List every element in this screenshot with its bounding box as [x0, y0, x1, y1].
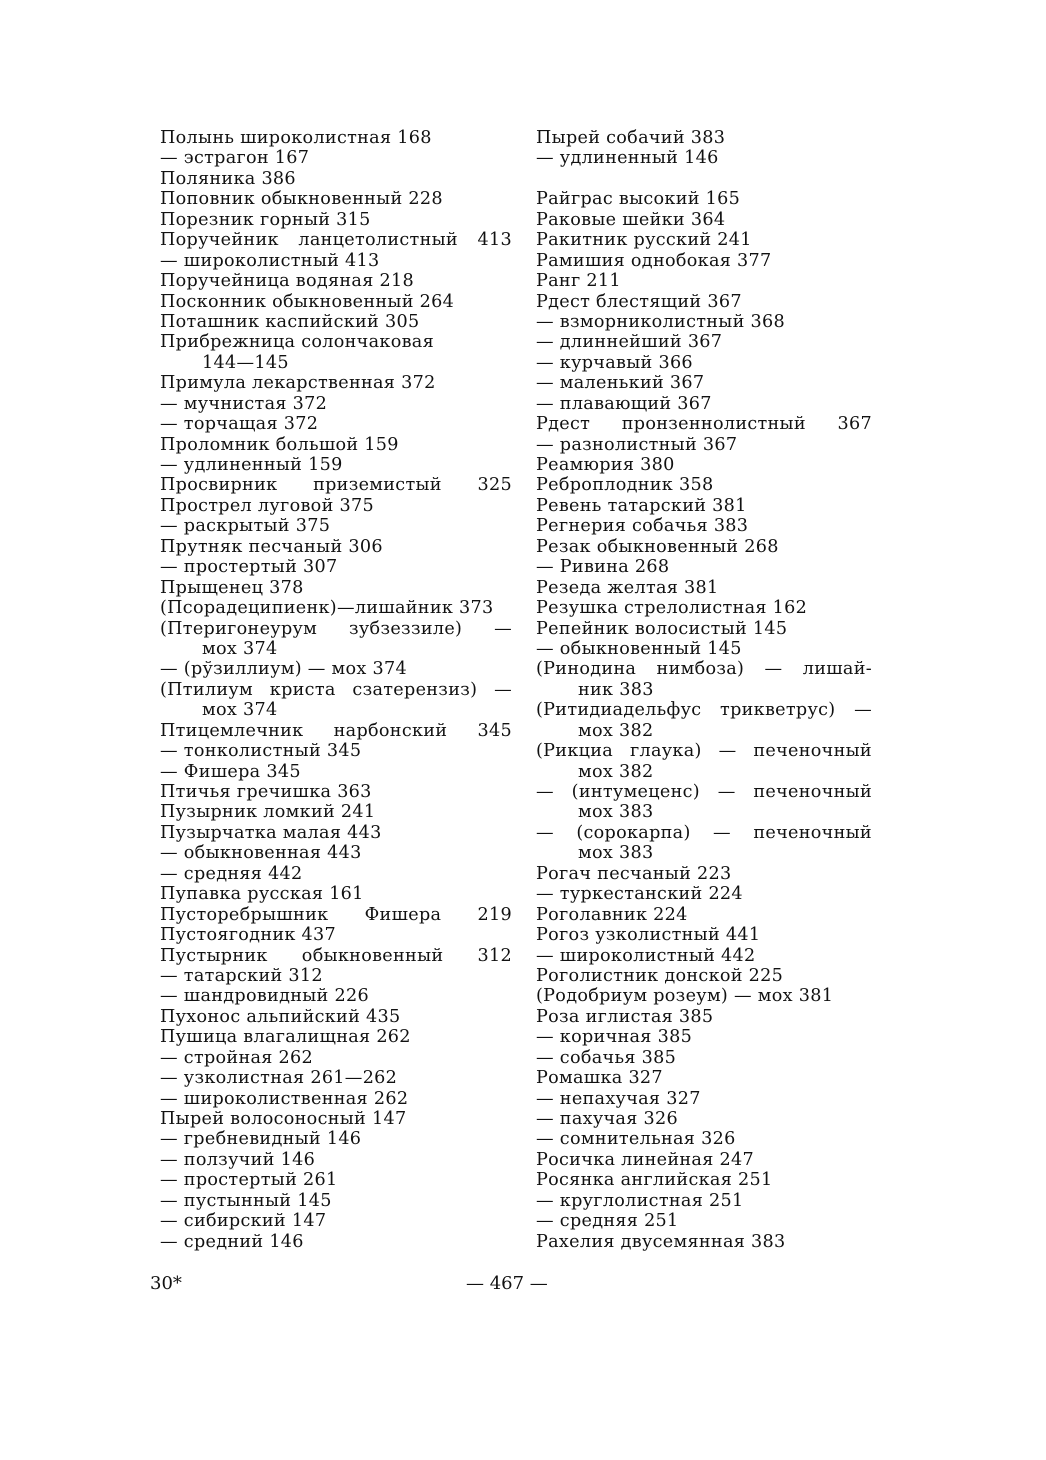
entry-word: — — [536, 782, 554, 802]
index-entry: Резеда желтая 381 — [536, 577, 719, 598]
index-entry — [160, 905, 512, 925]
right-index-column — [536, 128, 872, 1252]
index-entry: Раковые шейки 364 — [536, 209, 726, 230]
index-entry: — ползучий 146 — [160, 1149, 316, 1170]
index-entry: Резак обыкновенный 268 — [536, 536, 779, 557]
entry-word: — — [713, 822, 731, 843]
index-entry: Птичья гречишка 363 — [160, 782, 372, 802]
left-index-column — [160, 128, 512, 1252]
entry-word: (интумеценс) — [571, 782, 700, 802]
index-entry: Райграс высокий 165 — [536, 189, 741, 210]
index-entry — [536, 741, 872, 761]
signature-mark: 30* — [150, 1273, 182, 1294]
index-entry: — тонколистный 345 — [160, 741, 362, 762]
index-entry — [536, 659, 872, 679]
index-entry: — коричная 385 — [536, 1027, 693, 1048]
index-entry — [536, 700, 872, 720]
index-entry: — узколистная 261—262 — [160, 1068, 398, 1089]
index-entry: — пахучая 326 — [536, 1109, 678, 1129]
index-entry: Рахелия двусемянная 383 — [536, 1231, 786, 1252]
index-entry: — длиннейший 367 — [536, 332, 723, 353]
entry-word: Пустырник — [160, 945, 268, 966]
index-entry: Пузырчатка малая 443 — [160, 822, 382, 843]
entry-word: печеночный — [753, 822, 872, 843]
entry-word: Рдест — [536, 414, 591, 435]
index-entry: — Ривина 268 — [536, 557, 670, 578]
index-entry: — широколистный 413 — [160, 250, 380, 271]
index-entry: — удлиненный 146 — [536, 148, 719, 169]
index-entry: — собачья 385 — [536, 1047, 677, 1068]
index-entry: Пупавка русская 161 — [160, 884, 364, 905]
index-entry: мох 382 — [578, 720, 654, 741]
index-entry — [160, 230, 512, 250]
index-entry: Поляника 386 — [160, 168, 296, 189]
entry-word: — — [718, 741, 737, 762]
index-entry: Роголистник донской 225 — [536, 965, 784, 986]
index-entry: Ракитник русский 241 — [536, 230, 752, 251]
index-entry: Поповник обыкновенный 228 — [160, 189, 443, 210]
index-entry: Росянка английская 251 — [536, 1170, 773, 1191]
index-entry: Прибрежница солончаковая — [160, 332, 434, 353]
index-entry: — мучнистая 372 — [160, 393, 328, 414]
index-entry: Пухонос альпийский 435 — [160, 1006, 401, 1027]
entry-word: — — [494, 618, 512, 639]
entry-word: (Ринодина — [536, 659, 637, 680]
entry-word: Просвирник — [160, 475, 278, 496]
entry-word: Пусторебрышник — [160, 904, 329, 925]
index-entry — [160, 680, 512, 700]
index-entry: (Родобриум розеум) — мох 381 — [536, 986, 834, 1007]
index-entry: — эстрагон 167 — [160, 148, 310, 169]
index-entry: Репейник волосистый 145 — [536, 618, 788, 639]
index-entry: ник 383 — [578, 679, 654, 700]
entry-word: глаука) — [629, 741, 702, 762]
index-entry: — шандровидный 226 — [160, 986, 369, 1007]
index-entry: Пырей волосоносный 147 — [160, 1109, 407, 1129]
index-entry: Поручейница водяная 218 — [160, 271, 414, 292]
index-entry: — обыкновенная 443 — [160, 843, 362, 864]
index-entry — [160, 475, 512, 495]
index-entry: Пузырник ломкий 241 — [160, 802, 376, 823]
entry-word: 325 — [477, 475, 512, 496]
index-entry: Рогоз узколистный 441 — [536, 925, 761, 946]
index-entry: — разнолистный 367 — [536, 434, 738, 455]
index-entry: — широколиственная 262 — [160, 1088, 409, 1109]
index-entry: Ревень татарский 381 — [536, 495, 747, 516]
index-entry: — маленький 367 — [536, 373, 705, 394]
entry-word: 345 — [477, 720, 512, 741]
entry-word: ланцетолистный — [298, 230, 458, 251]
blank-line — [536, 169, 872, 189]
index-entry: — Фишера 345 — [160, 761, 301, 782]
entry-word: Поручейник — [160, 230, 279, 251]
entry-word: (Птеригонеурум — [160, 618, 318, 639]
entry-word: — — [717, 782, 736, 802]
entry-word: (Ритидиадельфус — [536, 700, 702, 721]
index-entry: Росичка линейная 247 — [536, 1149, 754, 1170]
index-entry: Рамишия однобокая 377 — [536, 250, 772, 271]
index-entry: Проломник большой 159 — [160, 434, 399, 455]
entry-word: 312 — [477, 945, 512, 966]
index-entry: мох 383 — [578, 802, 654, 823]
index-entry: — непахучая 327 — [536, 1088, 701, 1109]
index-entry: Посконник обыкновенный 264 — [160, 291, 455, 312]
index-entry — [536, 414, 872, 434]
index-entry: мох 383 — [578, 843, 654, 864]
index-entry — [536, 823, 872, 843]
entry-word: 219 — [477, 904, 512, 925]
index-entry: Ранг 211 — [536, 271, 621, 292]
index-entry: — раскрытый 375 — [160, 516, 331, 537]
index-entry: — татарский 312 — [160, 965, 323, 986]
index-entry: — плавающий 367 — [536, 393, 712, 414]
index-entry: мох 374 — [202, 638, 278, 659]
entry-word: — — [764, 659, 783, 680]
index-entry: Поташник каспийский 305 — [160, 311, 420, 332]
index-entry: — курчавый 366 — [536, 352, 693, 373]
entry-word: приземистый — [313, 475, 442, 496]
index-entry: мох 382 — [578, 761, 654, 782]
index-entry: Роза иглистая 385 — [536, 1006, 714, 1027]
index-entry: Прострел луговой 375 — [160, 495, 374, 516]
index-entry — [160, 619, 512, 639]
index-entry: — средняя 442 — [160, 863, 303, 884]
index-entry: Пушица влагалищная 262 — [160, 1027, 411, 1048]
index-entry: (Псорадеципиенк)—лишайник 373 — [160, 598, 494, 619]
entry-word: криста — [269, 679, 336, 700]
index-entry: 144—145 — [202, 352, 289, 373]
entry-word: 413 — [477, 230, 512, 251]
index-entry: — простертый 261 — [160, 1170, 338, 1191]
entry-word: печеночный — [753, 741, 872, 762]
index-entry: мох 374 — [202, 700, 278, 721]
entry-word: обыкновенный — [301, 945, 444, 966]
index-entry: Примула лекарственная 372 — [160, 373, 436, 394]
entry-word: трикветрус) — [720, 700, 836, 721]
entry-word: нимбоза) — [656, 659, 745, 680]
entry-word: — — [854, 700, 872, 721]
index-entry: Прыщенец 378 — [160, 577, 304, 598]
entry-word: нарбонский — [333, 720, 448, 741]
index-entry: Пырей собачий 383 — [536, 128, 726, 148]
entry-word: Фишера — [364, 904, 442, 925]
index-entry: — простертый 307 — [160, 557, 338, 578]
index-entry: — гребневидный 146 — [160, 1129, 362, 1150]
entry-word: сзатерензиз) — [352, 679, 478, 700]
entry-word: печеночный — [753, 782, 872, 802]
index-entry: — (рўзиллиум) — мох 374 — [160, 659, 408, 680]
index-entry: Пустоягодник 437 — [160, 925, 337, 946]
index-entry: Реамюрия 380 — [536, 455, 675, 475]
index-entry: Порезник горный 315 — [160, 209, 371, 230]
index-entry: — стройная 262 — [160, 1047, 314, 1068]
entry-word: 367 — [837, 414, 872, 435]
index-entry: Роголавник 224 — [536, 904, 688, 925]
index-entry — [160, 946, 512, 966]
index-entry: — удлиненный 159 — [160, 455, 343, 475]
index-entry: — широколистный 442 — [536, 945, 756, 966]
index-entry: — пустынный 145 — [160, 1190, 332, 1211]
entry-word: лишай- — [802, 659, 872, 680]
index-entry: — взморниколистный 368 — [536, 311, 785, 332]
entry-word: (Рикциа — [536, 741, 614, 762]
index-entry: — средний 146 — [160, 1231, 304, 1252]
index-entry: — туркестанский 224 — [536, 884, 743, 905]
index-entry: — сибирский 147 — [160, 1211, 327, 1232]
index-entry: Резушка стрелолистная 162 — [536, 598, 808, 619]
index-entry: — сомнительная 326 — [536, 1129, 736, 1150]
entry-word: — — [536, 822, 554, 843]
index-entry: Реброплодник 358 — [536, 475, 714, 496]
index-entry: Регнерия собачья 383 — [536, 516, 749, 537]
page-number: — 467 — — [466, 1273, 548, 1294]
index-entry: Ромашка 327 — [536, 1068, 663, 1089]
entry-word: пронзеннолистный — [621, 414, 806, 435]
entry-word: (сорокарпа) — [576, 822, 691, 843]
entry-word: (Птилиум — [160, 679, 254, 700]
index-entry — [160, 721, 512, 741]
entry-word: Птицемлечник — [160, 720, 304, 741]
index-entry: — круглолистная 251 — [536, 1190, 744, 1211]
index-entry — [536, 782, 872, 802]
index-entry: — торчащая 372 — [160, 414, 319, 435]
index-entry: — средняя 251 — [536, 1211, 679, 1232]
entry-word: зубзеззиле) — [349, 618, 463, 639]
index-entry: Прутняк песчаный 306 — [160, 536, 383, 557]
entry-word: — — [494, 679, 512, 700]
index-entry: Полынь широколистная 168 — [160, 128, 432, 148]
index-entry: — обыкновенный 145 — [536, 638, 742, 659]
index-entry: Рогач песчаный 223 — [536, 863, 732, 884]
index-entry: Рдест блестящий 367 — [536, 291, 742, 312]
